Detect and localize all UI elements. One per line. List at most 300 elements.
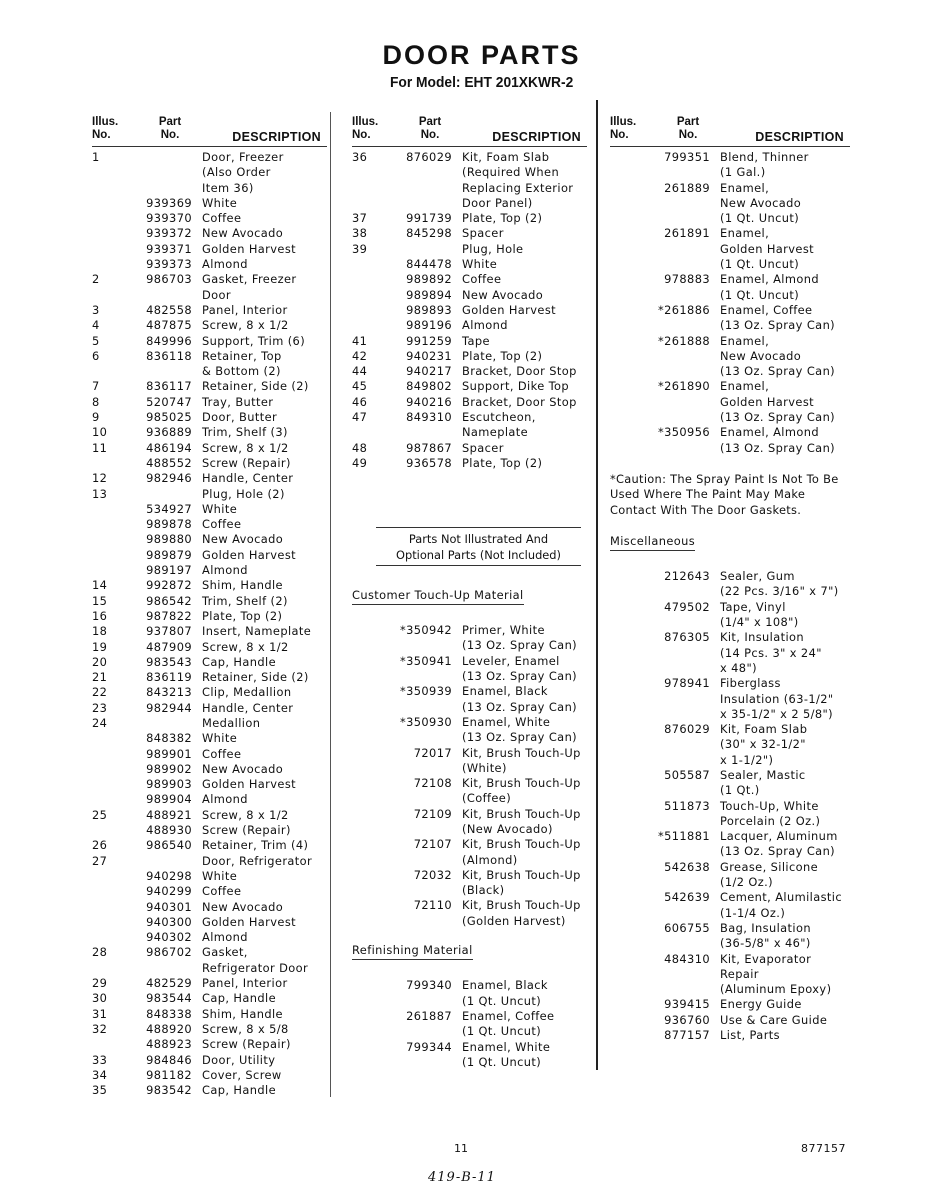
part-description: Screw, 8 x 1/2 — [202, 807, 289, 822]
table-row — [610, 410, 850, 425]
part-description: Screw, 8 x 1/2 — [202, 440, 289, 455]
part-description: Nameplate — [462, 425, 529, 440]
part-number: 989197 — [146, 563, 192, 578]
illus-number — [92, 548, 140, 563]
part-description: List, Parts — [720, 1028, 780, 1043]
table-row — [92, 1022, 327, 1037]
table-row — [352, 994, 587, 1009]
part-number: 989901 — [146, 746, 192, 761]
illus-number — [352, 425, 400, 440]
table-row — [610, 334, 850, 349]
part-number — [610, 814, 720, 829]
part-number — [610, 844, 720, 859]
refinishing-list — [352, 978, 587, 1070]
part-description: Medallion — [202, 715, 261, 730]
illus-number — [92, 900, 140, 915]
table-row — [352, 196, 587, 211]
table-row — [92, 1083, 327, 1098]
part-description: (1/2 Oz.) — [720, 875, 774, 890]
part-number: 982944 — [146, 700, 192, 715]
table-row — [610, 630, 850, 645]
part-number: *511881 — [658, 829, 710, 844]
part-description: Leveler, Enamel — [462, 653, 560, 668]
table-row — [92, 869, 327, 884]
table-row — [92, 379, 327, 394]
part-description: New Avocado — [202, 226, 284, 241]
table-row — [610, 692, 850, 707]
part-description: Tape — [462, 333, 490, 348]
header-description: DESCRIPTION — [232, 130, 321, 144]
part-description: White — [202, 868, 238, 883]
part-number: 482558 — [146, 302, 192, 317]
illus-number — [92, 731, 140, 746]
part-description: Bracket, Door Stop — [462, 394, 577, 409]
illus-number: 19 — [92, 639, 108, 654]
part-number: 836119 — [146, 670, 192, 685]
part-number: 939371 — [146, 241, 192, 256]
part-number — [610, 753, 720, 768]
table-row — [610, 661, 850, 676]
part-number: 978941 — [664, 676, 710, 691]
illus-number: 28 — [92, 945, 108, 960]
part-number: 606755 — [664, 920, 710, 935]
table-row — [92, 976, 327, 991]
part-description: Handle, Center — [202, 471, 294, 486]
part-number: 986540 — [146, 838, 192, 853]
table-row — [92, 150, 327, 165]
illus-number: 34 — [92, 1067, 108, 1082]
part-description: (13 Oz. Spray Can) — [720, 440, 836, 455]
part-number — [610, 211, 720, 226]
illus-number: 38 — [352, 226, 368, 241]
table-row — [610, 600, 850, 615]
part-description: (Coffee) — [462, 791, 512, 806]
part-description: Cement, Alumilastic — [720, 890, 843, 905]
part-description: x 35-1/2" x 2 5/8") — [720, 706, 834, 721]
illus-number — [352, 165, 400, 180]
part-description: (13 Oz. Spray Can) — [720, 410, 836, 425]
table-row — [92, 196, 327, 211]
part-number: 542639 — [664, 890, 710, 905]
part-number — [400, 181, 462, 196]
table-row — [610, 569, 850, 584]
part-description: Cap, Handle — [202, 1083, 276, 1098]
illus-number: 29 — [92, 976, 108, 991]
table-row — [352, 898, 587, 913]
part-description: Handle, Center — [202, 700, 294, 715]
part-description: Enamel, Coffee — [462, 1008, 555, 1023]
table-row — [610, 288, 850, 303]
table-row — [92, 624, 327, 639]
part-number: 261891 — [664, 226, 710, 241]
table-row — [92, 242, 327, 257]
table-row — [92, 211, 327, 226]
part-description: Retainer, Trim (4) — [202, 838, 309, 853]
part-description: Replacing Exterior — [462, 180, 574, 195]
illus-number — [352, 181, 400, 196]
part-number: 505587 — [664, 767, 710, 782]
part-description: (13 Oz. Spray Can) — [462, 669, 578, 684]
part-description: Plate, Top (2) — [462, 348, 543, 363]
illus-number — [92, 930, 140, 945]
part-number: 876305 — [664, 630, 710, 645]
table-row — [92, 548, 327, 563]
table-row — [352, 364, 587, 379]
table-row — [610, 441, 850, 456]
part-number: 940302 — [146, 930, 192, 945]
table-row — [610, 349, 850, 364]
part-number — [610, 242, 720, 257]
illus-number: 2 — [92, 272, 100, 287]
illus-number: 26 — [92, 838, 108, 853]
part-description: Kit, Foam Slab — [462, 150, 550, 164]
table-row — [352, 456, 587, 471]
part-description: Coffee — [202, 517, 242, 532]
part-number — [352, 822, 462, 837]
table-row — [610, 921, 850, 936]
part-description: Door Panel) — [462, 195, 533, 210]
header-description: DESCRIPTION — [755, 130, 844, 144]
table-row — [610, 952, 850, 967]
table-row — [352, 623, 587, 638]
part-description: Kit, Insulation — [720, 630, 805, 645]
illus-number — [352, 196, 400, 211]
table-row — [92, 334, 327, 349]
table-row — [352, 1040, 587, 1055]
part-description: White — [202, 731, 238, 746]
table-row — [352, 379, 587, 394]
table-row — [352, 165, 587, 180]
part-number — [140, 165, 202, 180]
table-row — [352, 181, 587, 196]
table-row — [92, 1007, 327, 1022]
illus-number: 48 — [352, 440, 368, 455]
part-description: x 48") — [720, 660, 757, 675]
part-description: New Avocado — [202, 761, 284, 776]
part-number: 940216 — [406, 394, 452, 409]
part-number: 983542 — [146, 1083, 192, 1098]
header-illus — [352, 116, 378, 142]
table-row — [92, 884, 327, 899]
header-part-label: Part — [418, 116, 442, 128]
part-description: (Also Order — [202, 165, 271, 180]
part-description: Cover, Screw — [202, 1067, 282, 1082]
table-row — [610, 303, 850, 318]
illus-number — [92, 823, 140, 838]
part-number: *350941 — [400, 653, 452, 668]
illus-number: 18 — [92, 624, 108, 639]
table-row — [352, 410, 587, 425]
part-number: 534927 — [146, 501, 192, 516]
part-number — [610, 661, 720, 676]
part-number: 992872 — [146, 578, 192, 593]
illus-number — [92, 762, 140, 777]
part-description: Tape, Vinyl — [720, 599, 786, 614]
table-row — [352, 303, 587, 318]
table-row — [352, 978, 587, 993]
part-number: 843213 — [146, 685, 192, 700]
part-number — [610, 615, 720, 630]
part-number — [610, 318, 720, 333]
part-number: 487875 — [146, 318, 192, 333]
parts-column-2 — [352, 112, 587, 1070]
illus-number: 31 — [92, 1006, 108, 1021]
part-description: Trim, Shelf (2) — [202, 593, 288, 608]
part-number: 488921 — [146, 807, 192, 822]
table-row — [352, 669, 587, 684]
part-number — [400, 242, 462, 257]
table-row — [352, 288, 587, 303]
header-part-no: No. — [420, 129, 440, 141]
part-number: 877157 — [664, 1028, 710, 1043]
parts-list — [352, 150, 587, 471]
table-row — [92, 731, 327, 746]
illus-number: 12 — [92, 471, 108, 486]
table-row — [352, 211, 587, 226]
part-description: Touch-Up, White — [720, 798, 819, 813]
part-number — [610, 410, 720, 425]
table-row — [92, 441, 327, 456]
part-description: (Black) — [462, 883, 505, 898]
table-row — [92, 594, 327, 609]
table-row — [610, 364, 850, 379]
part-number — [352, 669, 462, 684]
part-description: New Avocado — [720, 348, 802, 363]
part-description: (1 Qt. Uncut) — [462, 993, 542, 1008]
illus-number: 4 — [92, 318, 100, 333]
part-description: Spacer — [462, 226, 504, 241]
part-number — [140, 288, 202, 303]
part-number: 479502 — [664, 599, 710, 614]
table-row — [610, 768, 850, 783]
part-description: (1/4" x 108") — [720, 615, 799, 630]
part-description: Screw, 8 x 1/2 — [202, 639, 289, 654]
part-description: Almond — [202, 563, 248, 578]
part-number: 486194 — [146, 440, 192, 455]
table-row — [610, 783, 850, 798]
misc-list — [610, 569, 850, 1043]
part-number: 936760 — [664, 1012, 710, 1027]
part-number: 72108 — [413, 776, 452, 791]
table-row — [610, 226, 850, 241]
table-row — [92, 364, 327, 379]
header-part-no: No. — [160, 129, 180, 141]
part-description: Plate, Top (2) — [462, 211, 543, 226]
part-description: Screw, 8 x 5/8 — [202, 1021, 289, 1036]
table-row — [92, 532, 327, 547]
illus-number: 13 — [92, 486, 108, 501]
part-number — [352, 853, 462, 868]
part-description: Screw, 8 x 1/2 — [202, 318, 289, 333]
table-row — [92, 1068, 327, 1083]
part-description: Bag, Insulation — [720, 920, 811, 935]
part-number — [610, 936, 720, 951]
header-part-no: No. — [678, 129, 698, 141]
part-description: x 1-1/2") — [720, 752, 774, 767]
table-row — [352, 868, 587, 883]
table-row — [92, 1053, 327, 1068]
part-number — [140, 487, 202, 502]
part-description: Plate, Top (2) — [462, 455, 543, 470]
part-number — [400, 165, 462, 180]
table-row — [92, 762, 327, 777]
part-number — [610, 875, 720, 890]
illus-number: 45 — [352, 379, 368, 394]
part-description: Kit, Brush Touch-Up — [462, 837, 581, 852]
part-number — [610, 364, 720, 379]
part-number: 488930 — [146, 823, 192, 838]
table-row — [92, 1037, 327, 1052]
table-row — [352, 883, 587, 898]
header-part — [410, 116, 450, 142]
part-description: Enamel, Coffee — [720, 302, 813, 317]
table-row — [352, 150, 587, 165]
illus-number: 44 — [352, 364, 368, 379]
part-description: Enamel, Black — [462, 978, 548, 993]
illus-number — [92, 792, 140, 807]
part-number — [610, 982, 720, 997]
table-row — [92, 792, 327, 807]
part-description: Fiberglass — [720, 676, 781, 691]
part-number: 936889 — [146, 425, 192, 440]
table-row — [92, 181, 327, 196]
table-row — [92, 854, 327, 869]
part-number — [610, 257, 720, 272]
table-row — [352, 318, 587, 333]
part-number: 876029 — [406, 150, 452, 164]
part-description: New Avocado — [202, 899, 284, 914]
part-number: 845298 — [406, 226, 452, 241]
part-number — [352, 761, 462, 776]
part-description: Porcelain (2 Oz.) — [720, 813, 821, 828]
illus-number: 21 — [92, 670, 108, 685]
part-description: Enamel, Black — [462, 684, 548, 699]
part-description: Enamel, — [720, 333, 770, 348]
part-number: 849310 — [406, 410, 452, 425]
part-description: Golden Harvest — [202, 547, 297, 562]
table-row — [92, 517, 327, 532]
part-description: Primer, White — [462, 623, 545, 638]
parts-column-1 — [92, 112, 327, 1098]
column-divider-1 — [330, 112, 331, 1097]
refinishing-heading: Refinishing Material — [352, 943, 473, 960]
part-number — [610, 584, 720, 599]
table-row — [92, 471, 327, 486]
part-number — [140, 150, 202, 165]
illus-number — [92, 257, 140, 272]
part-number — [352, 1024, 462, 1039]
part-description: New Avocado — [202, 532, 284, 547]
part-description: (30" x 32-1/2" — [720, 737, 806, 752]
table-row — [352, 1024, 587, 1039]
part-description: (13 Oz. Spray Can) — [462, 699, 578, 714]
part-number: 940217 — [406, 364, 452, 379]
part-number: 986542 — [146, 593, 192, 608]
part-description: Shim, Handle — [202, 1006, 283, 1021]
part-number: 511873 — [664, 798, 710, 813]
part-number: 989196 — [406, 318, 452, 333]
table-row — [92, 823, 327, 838]
part-description: Retainer, Side (2) — [202, 379, 309, 394]
part-number: 940231 — [406, 348, 452, 363]
table-row — [92, 563, 327, 578]
part-description: (13 Oz. Spray Can) — [462, 638, 578, 653]
illus-number: 49 — [352, 455, 368, 470]
table-row — [92, 945, 327, 960]
part-description: Spacer — [462, 440, 504, 455]
part-description: Enamel, — [720, 180, 770, 195]
table-row — [610, 967, 850, 982]
table-row — [92, 915, 327, 930]
part-number: 72107 — [413, 837, 452, 852]
illus-number — [92, 226, 140, 241]
part-number — [610, 906, 720, 921]
part-number — [352, 791, 462, 806]
part-number: 72032 — [413, 867, 452, 882]
table-row — [610, 257, 850, 272]
part-description: Kit, Brush Touch-Up — [462, 806, 581, 821]
illus-number: 27 — [92, 853, 108, 868]
table-row — [610, 242, 850, 257]
table-row — [610, 379, 850, 394]
table-row — [92, 349, 327, 364]
part-number: 991259 — [406, 333, 452, 348]
parts-list — [92, 150, 327, 1098]
table-row — [352, 257, 587, 272]
part-number: 484310 — [664, 951, 710, 966]
part-description: (36-5/8" x 46") — [720, 936, 811, 951]
table-row — [610, 1013, 850, 1028]
part-description: Kit, Brush Touch-Up — [462, 745, 581, 760]
illus-number — [352, 318, 400, 333]
part-description: Screw (Repair) — [202, 823, 291, 838]
part-description: (13 Oz. Spray Can) — [720, 364, 836, 379]
part-number — [610, 196, 720, 211]
illus-number: 3 — [92, 302, 100, 317]
illus-number — [352, 288, 400, 303]
part-number: 989892 — [406, 272, 452, 287]
table-row — [92, 961, 327, 976]
illus-number: 47 — [352, 410, 368, 425]
header-part-label: Part — [158, 116, 182, 128]
part-number: 799340 — [406, 978, 452, 993]
part-description: Retainer, Side (2) — [202, 670, 309, 685]
part-description: Enamel, — [720, 379, 770, 394]
table-row — [92, 288, 327, 303]
part-description: Grease, Silicone — [720, 859, 819, 874]
header-part — [668, 116, 708, 142]
part-description: Enamel, — [720, 226, 770, 241]
part-description: (Golden Harvest) — [462, 913, 566, 928]
part-number — [140, 961, 202, 976]
table-row — [92, 609, 327, 624]
table-row — [92, 900, 327, 915]
part-description: New Avocado — [720, 195, 802, 210]
table-row — [610, 584, 850, 599]
part-number: *350956 — [658, 425, 710, 440]
illus-number — [92, 777, 140, 792]
table-row — [92, 808, 327, 823]
part-description: Item 36) — [202, 180, 254, 195]
misc-heading: Miscellaneous — [610, 534, 695, 551]
table-row — [610, 196, 850, 211]
table-row — [92, 670, 327, 685]
illus-number — [352, 272, 400, 287]
part-description: (13 Oz. Spray Can) — [720, 318, 836, 333]
part-description: (1 Qt. Uncut) — [462, 1024, 542, 1039]
part-number — [610, 783, 720, 798]
part-number: 940298 — [146, 868, 192, 883]
